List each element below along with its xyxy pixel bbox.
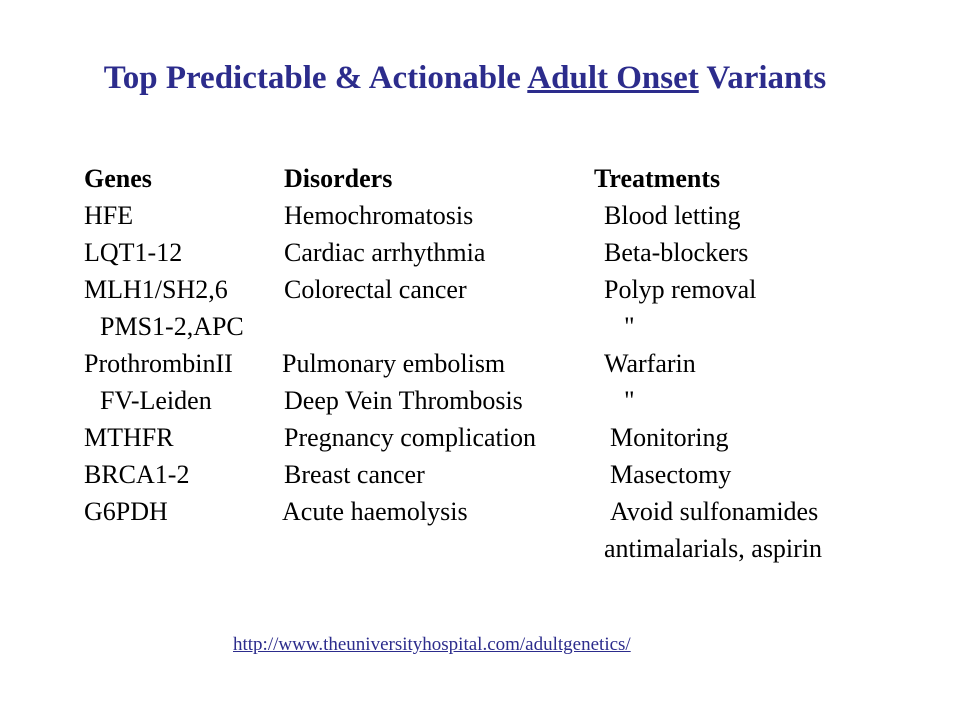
- treatment-cell: Avoid sulfonamides: [610, 497, 819, 526]
- disorder-cell: Pregnancy complication: [284, 423, 536, 452]
- gene-cell: FV-Leiden: [100, 386, 212, 415]
- treatment-cell: Blood letting: [604, 201, 741, 230]
- gene-cell: G6PDH: [84, 497, 168, 526]
- disorder-cell: Breast cancer: [284, 460, 425, 489]
- gene-cell: MLH1/SH2,6: [84, 275, 228, 304]
- disorder-cell: Deep Vein Thrombosis: [284, 386, 523, 415]
- disorder-cell: Acute haemolysis: [282, 497, 468, 526]
- header-genes: Genes: [84, 164, 152, 193]
- treatment-cell: Masectomy: [610, 460, 732, 489]
- disorder-cell: Pulmonary embolism: [282, 349, 506, 378]
- disorder-cell: Colorectal cancer: [284, 275, 467, 304]
- title-part-1: Top Predictable & Actionable: [103, 60, 528, 96]
- gene-cell: HFE: [84, 201, 134, 230]
- title-part-2: Variants: [698, 60, 827, 96]
- treatment-cell: Polyp removal: [604, 275, 757, 304]
- disorder-cell: Cardiac arrhythmia: [284, 238, 486, 267]
- treatment-cell: antimalarials, aspirin: [604, 534, 823, 563]
- treatment-cell: ": [624, 386, 635, 415]
- treatment-cell: Beta-blockers: [604, 238, 749, 267]
- source-link[interactable]: http://www.theuniversityhospital.com/adultgenetics/: [233, 634, 631, 655]
- slide-title: [0, 60, 930, 97]
- header-disorders: Disorders: [284, 164, 393, 193]
- gene-cell: LQT1-12: [84, 238, 183, 267]
- treatment-cell: ": [624, 312, 635, 341]
- gene-cell: MTHFR: [84, 423, 174, 452]
- header-treatments: Treatments: [594, 164, 721, 193]
- title-underlined-text: Adult Onset: [527, 60, 699, 96]
- treatment-cell: Monitoring: [610, 423, 729, 452]
- gene-cell: ProthrombinII: [84, 349, 233, 378]
- gene-cell: PMS1-2,APC: [100, 312, 244, 341]
- gene-cell: BRCA1-2: [84, 460, 190, 489]
- disorder-cell: Hemochromatosis: [284, 201, 474, 230]
- treatment-cell: Warfarin: [604, 349, 696, 378]
